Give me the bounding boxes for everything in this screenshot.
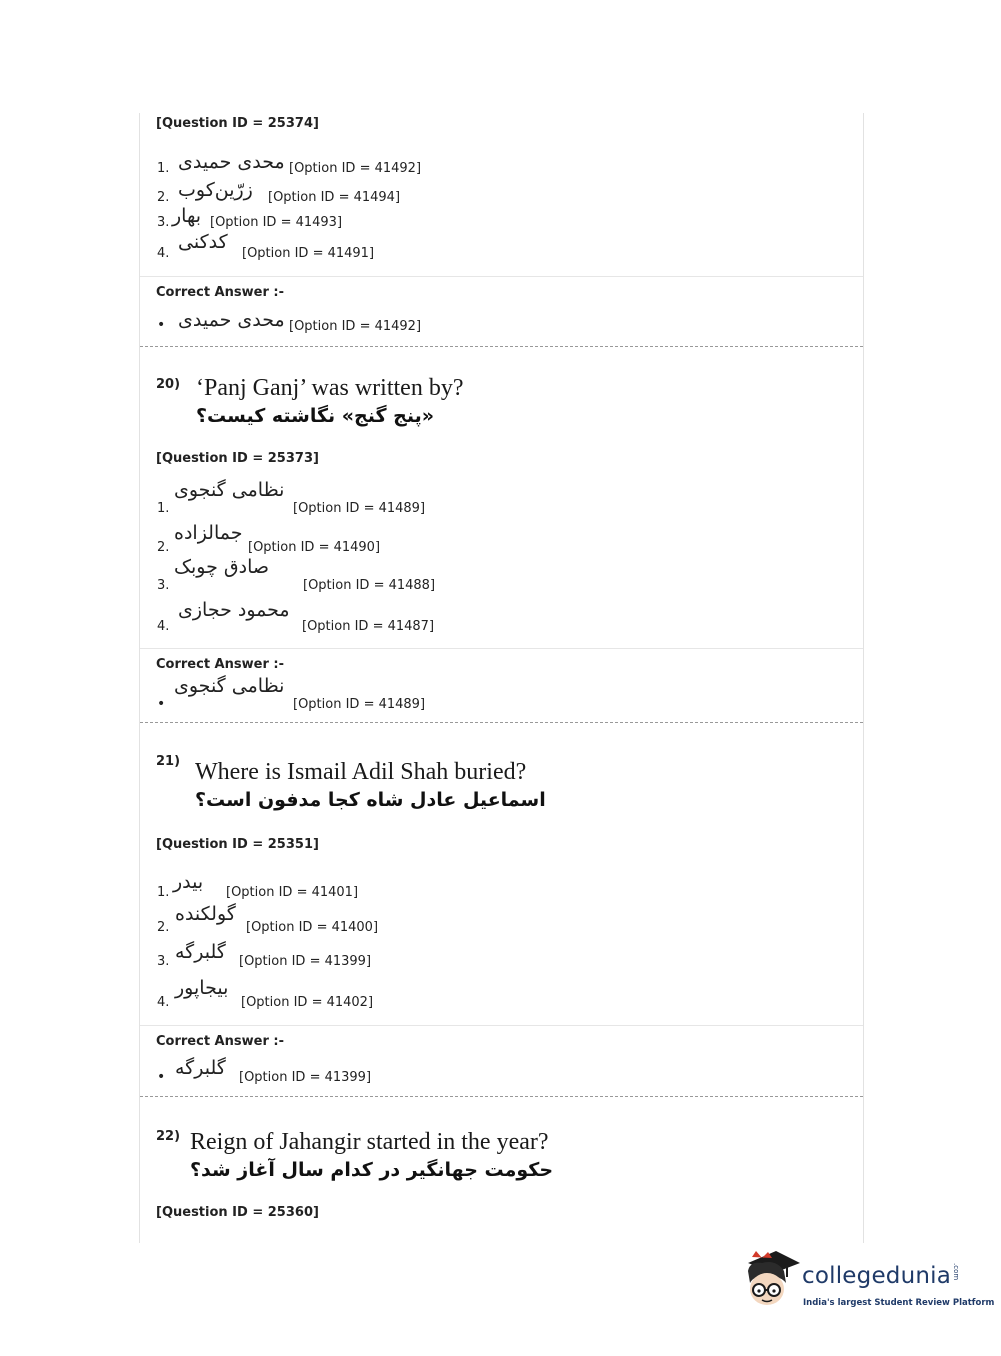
option-id: [Option ID = 41489] <box>293 501 426 516</box>
option-text: صادق چوبک <box>174 556 270 578</box>
option-number: 3. <box>157 578 170 593</box>
bullet: • <box>157 317 166 333</box>
question-text-persian: «پنج گنج» نگاشته کیست؟ <box>196 405 435 427</box>
option-id: [Option ID = 41493] <box>210 215 343 230</box>
brand-tagline: India's largest Student Review Platform <box>803 1298 995 1308</box>
option-number: 4. <box>157 995 170 1010</box>
option-text: گلبرگه <box>175 941 226 963</box>
divider <box>140 1025 863 1026</box>
brand-name: collegedunia <box>802 1263 952 1289</box>
correct-answer-id: [Option ID = 41399] <box>239 1070 372 1085</box>
question-text-english: Reign of Jahangir started in the year? <box>190 1129 549 1155</box>
correct-answer-text: گلبرگه <box>175 1057 226 1079</box>
question-number: 20) <box>156 377 181 392</box>
option-text: بیجاپور <box>175 977 229 999</box>
option-id: [Option ID = 41491] <box>242 246 375 261</box>
option-number: 1. <box>157 161 170 176</box>
option-id: [Option ID = 41402] <box>241 995 374 1010</box>
option-id: [Option ID = 41399] <box>239 954 372 969</box>
question-id: [Question ID = 25374] <box>156 116 319 131</box>
option-number: 2. <box>157 540 170 555</box>
question-id: [Question ID = 25360] <box>156 1205 319 1220</box>
question-id: [Question ID = 25373] <box>156 451 319 466</box>
question-id: [Question ID = 25351] <box>156 837 319 852</box>
question-separator <box>140 722 863 723</box>
option-number: 2. <box>157 190 170 205</box>
option-id: [Option ID = 41494] <box>268 190 401 205</box>
correct-answer-id: [Option ID = 41492] <box>289 319 422 334</box>
option-text: محمود حجازی <box>178 599 290 621</box>
bullet: • <box>157 696 166 712</box>
option-id: [Option ID = 41490] <box>248 540 381 555</box>
option-number: 1. <box>157 501 170 516</box>
collegedunia-logo <box>742 1249 995 1319</box>
option-text: گولکنده <box>175 903 236 925</box>
option-id: [Option ID = 41400] <box>246 920 379 935</box>
option-id: [Option ID = 41487] <box>302 619 435 634</box>
option-text: محدی حمیدی <box>178 151 285 173</box>
option-text: بیدر <box>173 871 204 893</box>
option-text: جمالزاده <box>174 522 243 544</box>
option-text: کدکنی <box>178 231 228 253</box>
option-id: [Option ID = 41492] <box>289 161 422 176</box>
question-number: 22) <box>156 1129 181 1144</box>
correct-answer-text: نظامی گنجوی <box>174 675 285 697</box>
mascot-icon <box>742 1249 802 1311</box>
option-id: [Option ID = 41488] <box>303 578 436 593</box>
option-number: 4. <box>157 246 170 261</box>
question-text-english: Where is Ismail Adil Shah buried? <box>195 759 527 785</box>
correct-answer-text: محدی حمیدی <box>178 309 285 331</box>
divider <box>140 648 863 649</box>
bullet: • <box>157 1069 166 1085</box>
correct-answer-label: Correct Answer :- <box>156 657 284 672</box>
brand-suffix: .com <box>952 1263 961 1281</box>
option-number: 4. <box>157 619 170 634</box>
question-text-persian: اسماعیل عادل شاه کجا مدفون است؟ <box>195 789 546 811</box>
option-id: [Option ID = 41401] <box>226 885 359 900</box>
correct-answer-label: Correct Answer :- <box>156 285 284 300</box>
option-text: زرّین‌کوب <box>178 179 253 201</box>
question-paper-sheet <box>139 113 864 1243</box>
correct-answer-label: Correct Answer :- <box>156 1034 284 1049</box>
option-text: نظامی گنجوی <box>174 479 285 501</box>
question-text-persian: حکومت جهانگیر در کدام سال آغاز شد؟ <box>190 1159 554 1181</box>
option-number: 3. <box>157 954 170 969</box>
question-text-english: ‘Panj Ganj’ was written by? <box>196 375 464 401</box>
option-text: بهار <box>172 205 202 227</box>
question-number: 21) <box>156 754 181 769</box>
divider <box>140 276 863 277</box>
option-number: 3. <box>157 215 170 230</box>
option-number: 2. <box>157 920 170 935</box>
option-number: 1. <box>157 885 170 900</box>
question-separator <box>140 1096 863 1097</box>
correct-answer-id: [Option ID = 41489] <box>293 697 426 712</box>
question-separator <box>140 346 863 347</box>
